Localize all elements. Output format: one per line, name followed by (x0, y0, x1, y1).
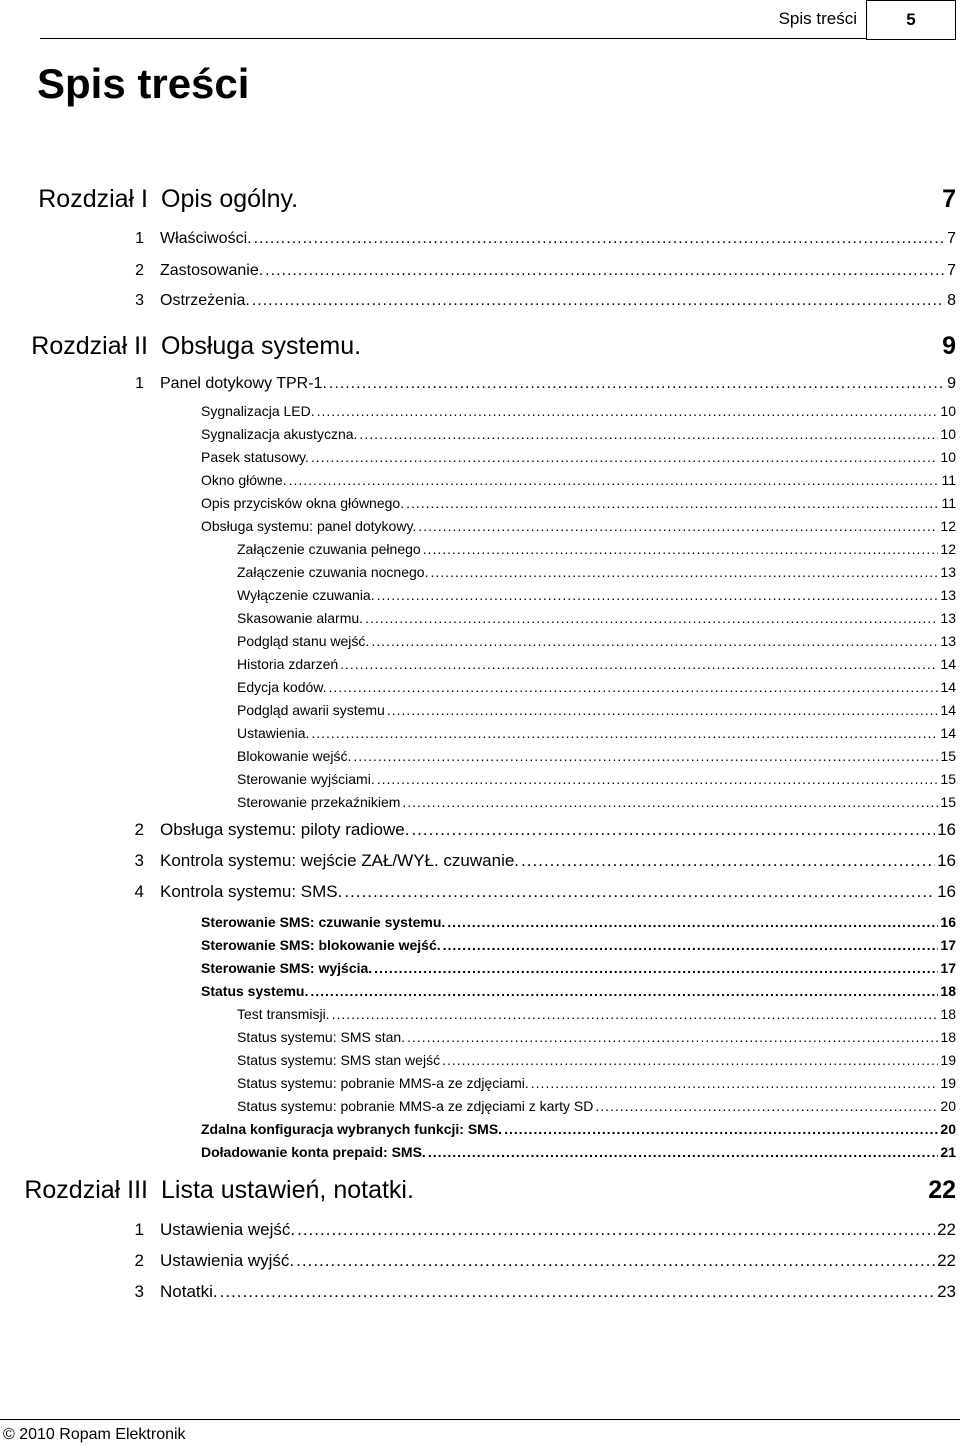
leader-dots (296, 1251, 935, 1271)
toc-entry[interactable] (0, 541, 956, 557)
entry-number: 4 (134, 882, 144, 901)
leader-dots (443, 937, 939, 953)
entry-text: Blokowanie wejść. (237, 748, 352, 764)
entry-page: 14 (940, 656, 956, 672)
leader-dots (265, 262, 945, 280)
leader-dots (329, 679, 939, 695)
toc-entry[interactable] (0, 1220, 956, 1240)
entry-text: Załączenie czuwania nocnego. (237, 564, 429, 580)
toc-entry[interactable] (0, 1098, 956, 1114)
entry-page: 14 (940, 725, 956, 741)
toc-entry[interactable] (0, 794, 956, 810)
entry-text: Status systemu. (201, 983, 309, 999)
leader-dots (387, 702, 939, 718)
leader-dots (297, 1220, 935, 1240)
entry-page: 19 (940, 1052, 956, 1068)
entry-text: Sterowanie SMS: blokowanie wejść. (201, 937, 441, 953)
entry-page: 11 (941, 495, 956, 511)
entry-page: 8 (947, 292, 956, 309)
entry-text: Historia zdarzeń (237, 656, 339, 672)
entry-number: 1 (135, 375, 144, 392)
leader-dots (310, 983, 938, 999)
footer-copyright: © 2010 Ropam Elektronik (3, 1426, 186, 1443)
entry-page: 10 (940, 449, 956, 465)
chapter-label: Rozdział II (31, 332, 148, 360)
leader-dots (311, 725, 938, 741)
toc-entry[interactable] (0, 610, 956, 626)
entry-text: Doładowanie konta prepaid: SMS. (201, 1144, 426, 1160)
leader-dots (418, 518, 938, 534)
header-title: Spis treści (778, 9, 857, 28)
chapter-title: Obsługa systemu. (161, 332, 362, 360)
toc-entry[interactable] (0, 851, 956, 871)
toc-entry[interactable] (0, 1029, 956, 1045)
entry-page: 7 (947, 262, 956, 279)
entry-text: Kontrola systemu: SMS. (160, 882, 343, 901)
entry-text: Załączenie czuwania pełnego (237, 541, 421, 557)
entry-page: 13 (940, 587, 956, 603)
entry-text: Panel dotykowy TPR-1. (160, 375, 327, 392)
entry-number: 3 (134, 851, 144, 870)
entry-text: Ustawienia wejść. (160, 1220, 296, 1239)
leader-dots (442, 1052, 938, 1068)
entry-text: Obsługa systemu: piloty radiowe. (160, 820, 410, 839)
chapter-label: Rozdział I (38, 185, 148, 213)
entry-page: 16 (940, 914, 956, 930)
toc-entry[interactable] (0, 426, 956, 442)
chapter-title: Opis ogólny. (161, 185, 299, 213)
leader-dots (374, 960, 938, 976)
leader-dots (423, 541, 939, 557)
toc-entry[interactable] (0, 495, 956, 511)
entry-page: 13 (940, 564, 956, 580)
entry-number: 1 (135, 230, 144, 247)
leader-dots (377, 771, 939, 787)
chapter-label: Rozdział III (24, 1176, 148, 1204)
entry-page: 16 (937, 882, 956, 901)
entry-number: 1 (134, 1220, 144, 1239)
toc-entry[interactable] (0, 1121, 956, 1137)
entry-text: Status systemu: SMS stan wejść (237, 1052, 441, 1068)
toc-entry[interactable] (0, 656, 956, 672)
leader-dots (353, 748, 938, 764)
toc-entry[interactable] (0, 1052, 956, 1068)
leader-dots (340, 656, 938, 672)
toc-entry[interactable] (0, 679, 956, 695)
entry-text: Status systemu: SMS stan. (237, 1029, 406, 1045)
toc-entry[interactable] (0, 472, 956, 488)
leader-dots (402, 794, 938, 810)
entry-page: 10 (940, 426, 956, 442)
leader-dots (332, 1006, 939, 1022)
toc-entry[interactable] (0, 914, 956, 930)
entry-text: Sygnalizacja LED. (201, 403, 315, 419)
toc-entry[interactable] (0, 1251, 956, 1271)
leader-dots (531, 1075, 939, 1091)
entry-page: 12 (940, 541, 956, 557)
entry-page: 10 (940, 403, 956, 419)
entry-number: 2 (135, 262, 144, 279)
header-rule (40, 38, 956, 39)
entry-page: 19 (940, 1075, 956, 1091)
page-title: Spis treści (37, 60, 250, 107)
entry-text: Właściwości. (160, 230, 252, 247)
leader-dots (359, 426, 938, 442)
entry-text: Kontrola systemu: wejście ZAŁ/WYŁ. czuwanie. (160, 851, 520, 870)
entry-number: 3 (135, 292, 144, 309)
entry-page: 15 (940, 771, 956, 787)
toc-entry[interactable] (0, 633, 956, 649)
entry-page: 13 (940, 610, 956, 626)
toc-entry[interactable] (0, 1006, 956, 1022)
toc-entry[interactable] (0, 587, 956, 603)
entry-page: 15 (940, 748, 956, 764)
entry-page: 18 (940, 1029, 956, 1045)
header-page-number: 5 (866, 0, 956, 40)
entry-text: Obsługa systemu: panel dotykowy. (201, 518, 417, 534)
toc-entry[interactable] (0, 518, 956, 534)
toc-entry[interactable] (0, 820, 956, 840)
entry-text: Wyłączenie czuwania. (237, 587, 375, 603)
entry-page: 17 (940, 960, 956, 976)
leader-dots (220, 1282, 935, 1302)
leader-dots (254, 230, 946, 248)
entry-text: Zastosowanie. (160, 262, 264, 279)
leader-dots (371, 633, 938, 649)
leader-dots (289, 472, 940, 488)
leader-dots (430, 564, 938, 580)
entry-page: 7 (947, 230, 956, 247)
leader-dots (317, 403, 939, 419)
entry-number: 2 (134, 820, 144, 839)
entry-text: Status systemu: pobranie MMS-a ze zdjęciami z karty SD (237, 1098, 594, 1114)
entry-page: 16 (937, 820, 956, 839)
toc-entry[interactable] (0, 262, 956, 280)
toc-entry[interactable] (0, 748, 956, 764)
leader-dots (344, 882, 935, 902)
entry-text: Sterowanie SMS: czuwanie systemu. (201, 914, 446, 930)
toc-entry[interactable] (0, 702, 956, 718)
entry-page: 20 (940, 1098, 956, 1114)
leader-dots (504, 1121, 938, 1137)
entry-text: Sterowanie wyjściami. (237, 771, 375, 787)
entry-number: 3 (134, 1282, 144, 1301)
entry-text: Podgląd awarii systemu (237, 702, 385, 718)
entry-page: 14 (940, 702, 956, 718)
entry-text: Podgląd stanu wejść. (237, 633, 370, 649)
entry-text: Ustawienia wyjść. (160, 1251, 295, 1270)
entry-text: Sygnalizacja akustyczna. (201, 426, 358, 442)
entry-text: Zdalna konfiguracja wybranych funkcji: SMS. (201, 1121, 503, 1137)
page-header (0, 0, 960, 44)
toc-entry[interactable] (0, 771, 956, 787)
entry-page: 12 (940, 518, 956, 534)
leader-dots (377, 587, 939, 603)
toc-entry[interactable] (0, 292, 956, 310)
toc-entry[interactable] (0, 230, 956, 248)
entry-text: Status systemu: pobranie MMS-a ze zdjęciami. (237, 1075, 529, 1091)
footer-rule (0, 1419, 960, 1420)
leader-dots (521, 851, 935, 871)
entry-page: 14 (940, 679, 956, 695)
toc-entry[interactable] (0, 882, 956, 902)
leader-dots (428, 1144, 939, 1160)
entry-page: 9 (947, 375, 956, 392)
chapter-page: 9 (942, 332, 956, 360)
entry-page: 16 (937, 851, 956, 870)
leader-dots (329, 375, 945, 393)
entry-text: Ostrzeżenia. (160, 292, 250, 309)
leader-dots (252, 292, 945, 310)
entry-page: 22 (937, 1251, 956, 1270)
toc-entry[interactable] (0, 449, 956, 465)
leader-dots (407, 1029, 938, 1045)
leader-dots (406, 495, 939, 511)
entry-number: 2 (134, 1251, 144, 1270)
chapter-page: 7 (942, 185, 956, 213)
toc-entry[interactable] (0, 983, 956, 999)
entry-text: Pasek statusowy. (201, 449, 309, 465)
leader-dots (365, 610, 938, 626)
entry-text: Skasowanie alarmu. (237, 610, 364, 626)
entry-text: Sterowanie przekaźnikiem (237, 794, 401, 810)
toc-entry[interactable] (0, 403, 956, 419)
entry-text: Notatki. (160, 1282, 218, 1301)
entry-page: 22 (937, 1220, 956, 1239)
toc-entry[interactable] (0, 375, 956, 393)
entry-text: Opis przycisków okna głównego. (201, 495, 405, 511)
leader-dots (595, 1098, 938, 1114)
toc-entry[interactable] (0, 937, 956, 953)
chapter-page: 22 (928, 1176, 956, 1204)
entry-page: 17 (940, 937, 956, 953)
entry-page: 15 (940, 794, 956, 810)
toc-entry[interactable] (0, 1282, 956, 1302)
toc-entry[interactable] (0, 725, 956, 741)
entry-text: Okno główne. (201, 472, 287, 488)
entry-page: 20 (940, 1121, 956, 1137)
leader-dots (447, 914, 938, 930)
leader-dots (311, 449, 939, 465)
toc-entry[interactable] (0, 1144, 956, 1160)
entry-page: 18 (940, 1006, 956, 1022)
toc-entry[interactable] (0, 564, 956, 580)
entry-text: Sterowanie SMS: wyjścia. (201, 960, 373, 976)
toc-entry[interactable] (0, 960, 956, 976)
leader-dots (411, 820, 935, 840)
entry-text: Ustawienia. (237, 725, 310, 741)
toc-entry[interactable] (0, 1075, 956, 1091)
entry-page: 23 (937, 1282, 956, 1301)
entry-page: 21 (940, 1144, 956, 1160)
chapter-title: Lista ustawień, notatki. (161, 1176, 414, 1204)
entry-page: 18 (940, 983, 956, 999)
entry-text: Test transmisji. (237, 1006, 330, 1022)
entry-text: Edycja kodów. (237, 679, 327, 695)
entry-page: 13 (940, 633, 956, 649)
entry-page: 11 (941, 472, 956, 488)
